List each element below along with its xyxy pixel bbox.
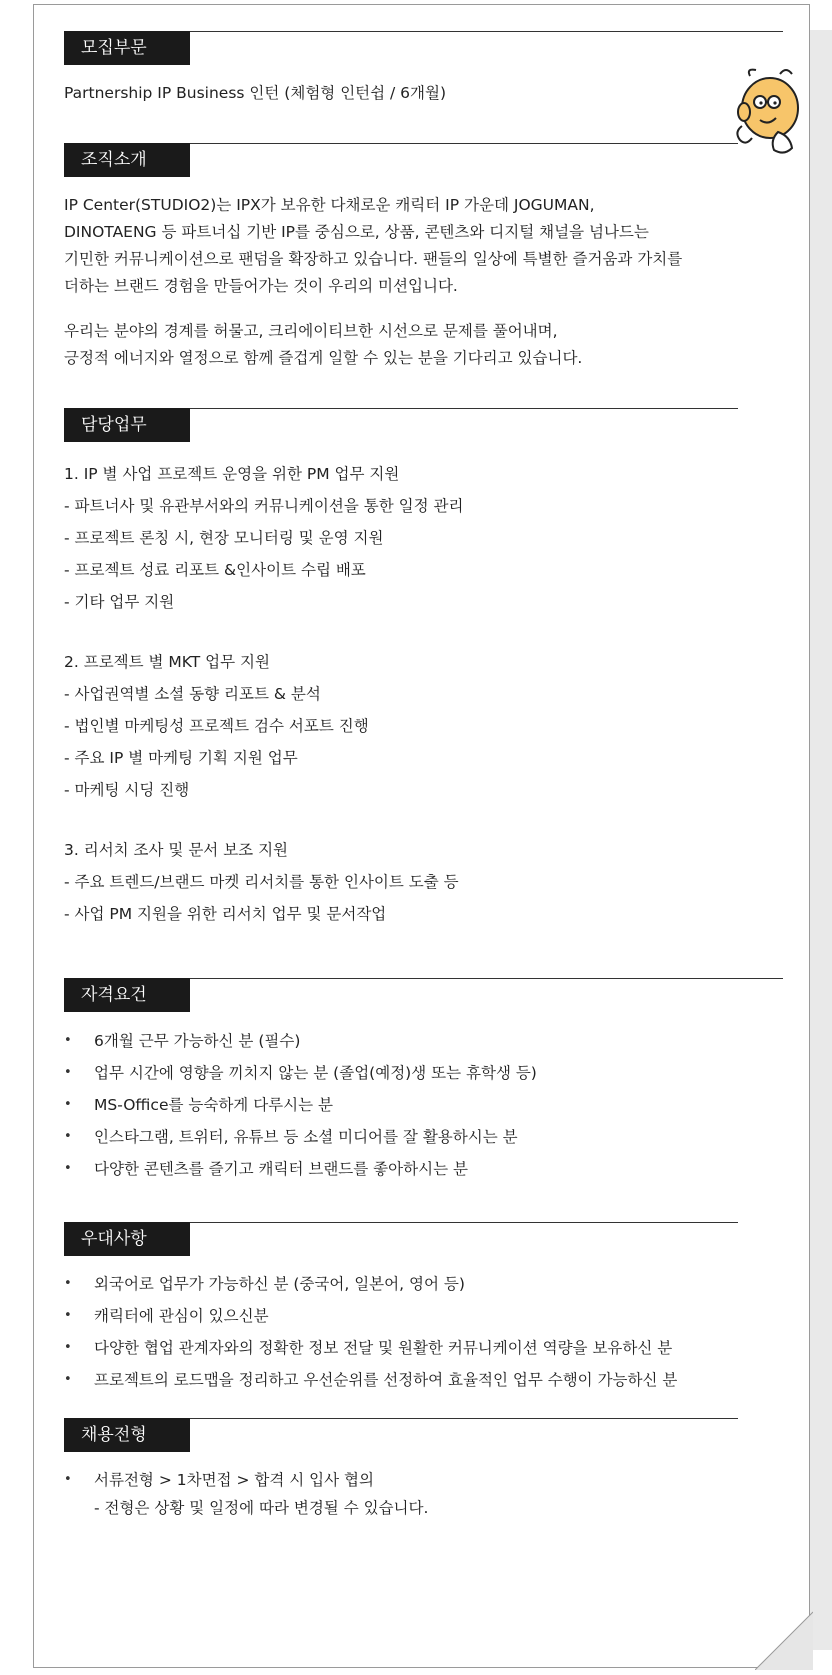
paragraph-line: DINOTAENG 등 파트너십 기반 IP를 중심으로, 상품, 콘텐츠와 디지털 채널을 넘나드는	[64, 223, 649, 241]
duty-line: - 사업권역별 소셜 동향 리포트 & 분석	[64, 685, 321, 703]
paragraph-line: 우리는 분야의 경계를 허물고, 크리에이티브한 시선으로 문제를 풀어내며,	[64, 322, 558, 340]
recruit-position-text: Partnership IP Business 인턴 (체험형 인턴쉽 / 6개월)	[64, 84, 447, 102]
section-divider	[190, 408, 738, 409]
duty-line: - 프로젝트 성료 리포트 &인사이트 수립 배포	[64, 561, 366, 579]
section-title: 우대사항	[64, 1222, 190, 1256]
section-title: 모집부문	[64, 31, 190, 65]
preferred-list	[64, 1268, 677, 1396]
duty-line: - 법인별 마케팅성 프로젝트 검수 서포트 진행	[64, 717, 369, 735]
page-fold-corner	[755, 1608, 813, 1670]
section-title: 자격요건	[64, 978, 190, 1012]
section-title: 조직소개	[64, 143, 190, 177]
duty-line: - 사업 PM 지원을 위한 리서치 업무 및 문서작업	[64, 905, 387, 923]
section-divider	[190, 1222, 738, 1223]
section-title: 담당업무	[64, 408, 190, 442]
duty-line: - 프로젝트 론칭 시, 현장 모니터링 및 운영 지원	[64, 529, 384, 547]
bald-old-man-character-icon	[730, 62, 806, 158]
process-list	[64, 1464, 428, 1524]
duty-line: 1. IP 별 사업 프로젝트 운영을 위한 PM 업무 지원	[64, 465, 400, 483]
section-divider	[190, 143, 738, 144]
duties-group-3	[64, 834, 459, 930]
duty-line: 2. 프로젝트 별 MKT 업무 지원	[64, 653, 270, 671]
section-divider	[190, 978, 783, 979]
duty-line: - 기타 업무 지원	[64, 593, 175, 611]
section-divider	[190, 31, 783, 32]
org-intro-paragraph	[64, 192, 682, 300]
duties-group-2	[64, 646, 369, 806]
list-item: • 서류전형 > 1차면접 > 합격 시 입사 협의	[64, 1464, 428, 1496]
duty-line: - 주요 트렌드/브랜드 마켓 리서치를 통한 인사이트 도출 등	[64, 873, 459, 891]
paragraph-line: IP Center(STUDIO2)는 IPX가 보유한 다채로운 캐릭터 IP 가운데 JOGUMAN,	[64, 196, 595, 214]
process-note: - 전형은 상황 및 일정에 따라 변경될 수 있습니다.	[94, 1499, 429, 1517]
duty-line: - 파트너사 및 유관부서와의 커뮤니케이션을 통한 일정 관리	[64, 497, 464, 515]
list-item: • 다양한 협업 관계자와의 정확한 정보 전달 및 원활한 커뮤니케이션 역량을 보유하신 분	[64, 1332, 677, 1364]
list-item: • 외국어로 업무가 가능하신 분 (중국어, 일본어, 영어 등)	[64, 1268, 677, 1300]
list-item: • 프로젝트의 로드맵을 정리하고 우선순위를 선정하여 효율적인 업무 수행이 가능하신 분	[64, 1364, 677, 1396]
section-divider	[190, 1418, 738, 1419]
list-item: • 캐릭터에 관심이 있으신분	[64, 1300, 677, 1332]
paragraph-line: 더하는 브랜드 경험을 만들어가는 것이 우리의 미션입니다.	[64, 277, 458, 295]
duties-group-1	[64, 458, 463, 618]
duty-line: - 마케팅 시딩 진행	[64, 781, 190, 799]
paragraph-line: 기민한 커뮤니케이션으로 팬덤을 확장하고 있습니다. 팬들의 일상에 특별한 즐거움과 가치를	[64, 250, 683, 268]
list-item: • 인스타그램, 트위터, 유튜브 등 소셜 미디어를 잘 활용하시는 분	[64, 1121, 537, 1153]
paragraph-line: 긍정적 에너지와 열정으로 함께 즐겁게 일할 수 있는 분을 기다리고 있습니다.	[64, 349, 583, 367]
section-title: 채용전형	[64, 1418, 190, 1452]
duty-line: - 주요 IP 별 마케팅 기획 지원 업무	[64, 749, 298, 767]
list-item: • MS-Office를 능숙하게 다루시는 분	[64, 1089, 537, 1121]
duty-line: 3. 리서치 조사 및 문서 보조 지원	[64, 841, 289, 859]
org-mission-paragraph	[64, 318, 582, 372]
page-shadow	[810, 30, 832, 1650]
list-item: • 다양한 콘텐츠를 즐기고 캐릭터 브랜드를 좋아하시는 분	[64, 1153, 537, 1185]
list-item: • 업무 시간에 영향을 끼치지 않는 분 (졸업(예정)생 또는 휴학생 등)	[64, 1057, 537, 1089]
list-item: • 6개월 근무 가능하신 분 (필수)	[64, 1025, 537, 1057]
qualifications-list	[64, 1025, 537, 1185]
